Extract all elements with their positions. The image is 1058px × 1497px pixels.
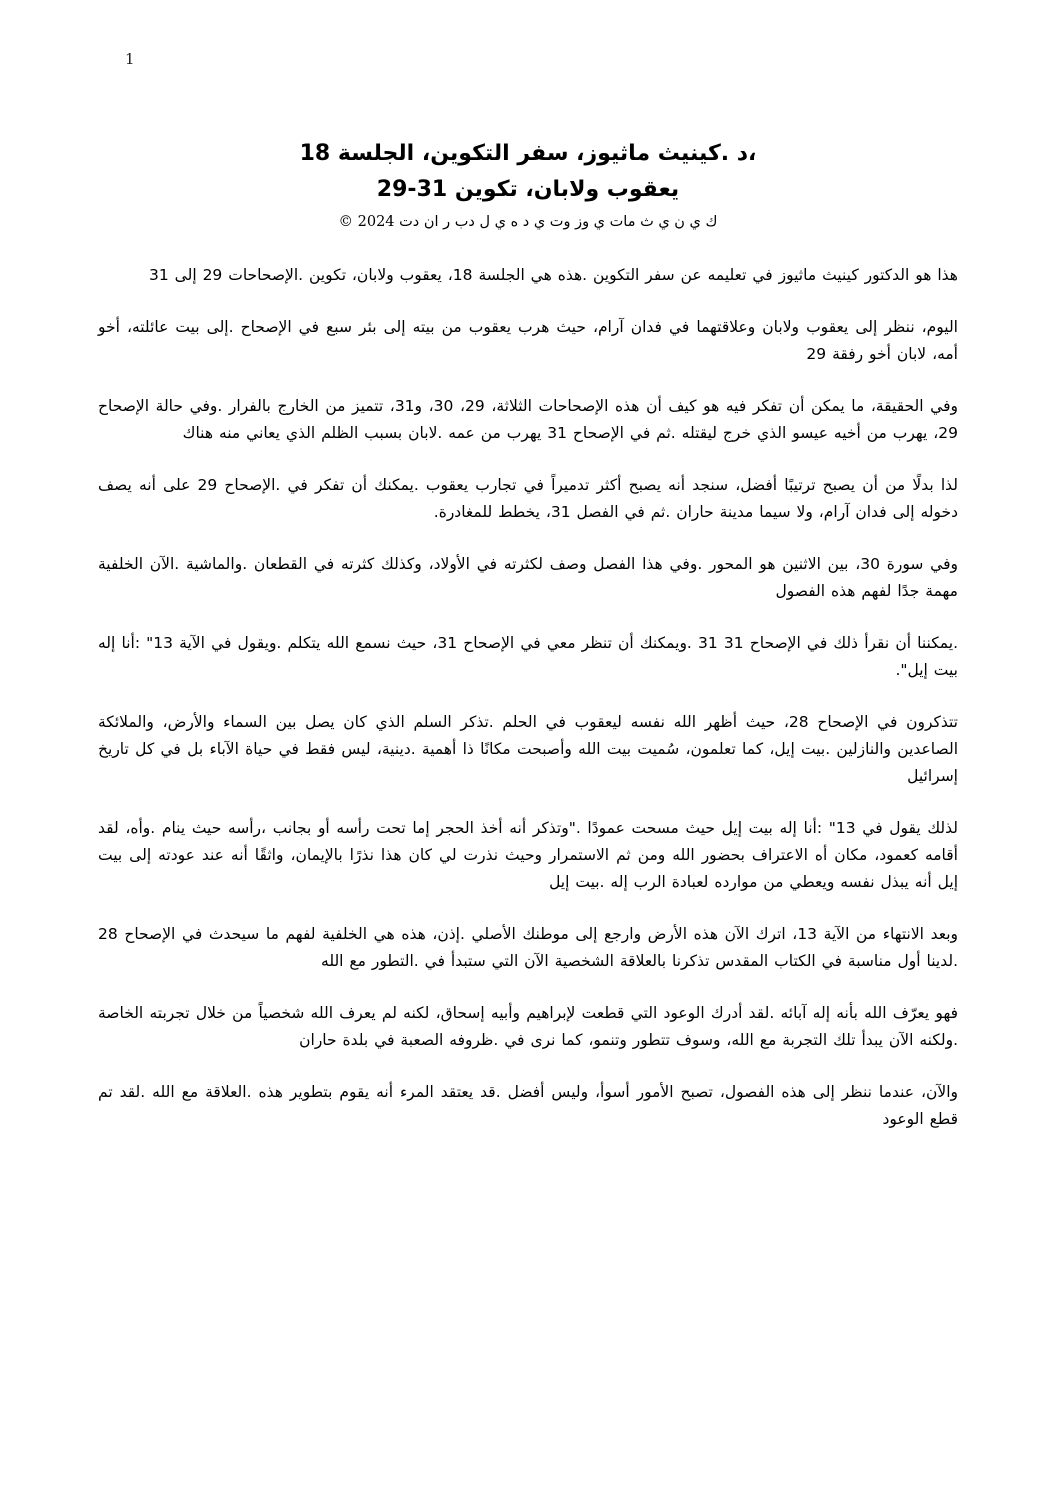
paragraph-1: هذا هو الدكتور كينيث ماثيوز في تعليمه عن سفر التكوين .هذه هي الجلسة 18، يعقوب ولابان، تكوين .الإصحاحات 29 إلى 31 (149, 266, 958, 284)
paragraph-8: لذلك يقول في 13" :أنا إله بيت إيل حيث مسحت عمودًا ."وتذكر أنه أخذ الحجر إما تحت رأسه أو بجانب ،رأسه حيث ينام .وأه، لقد أقامه كعمود، مكان أه الاعتراف بحضور الله ومن ثم الاستمرار وحيث نذرت لي كان هذا نذرًا بالإيمان، واثقًا أنه عند عودته إلى بيت إيل أنه يبذل نفسه ويعطي من موارده لعبادة الرب إله .بيت إيل (98, 819, 958, 891)
paragraph-4: لذا بدلًا من أن يصبح ترتيبًا أفضل، سنجد أنه يصبح أكثر تدميراً في تجارب يعقوب .يمكنك أن تفكر في .الإصحاح 29 على أنه يصف دخوله إلى فدان آرام، ولا سيما مدينة حاران .ثم في الفصل 31، يخطط للمغادرة. (98, 476, 958, 521)
paragraph-9: وبعد الانتهاء من الآية 13، اترك الآن هذه الأرض وارجع إلى موطنك الأصلي .إذن، هذه هي الخلفية لفهم ما سيحدث في الإصحاح 28 .لدينا أول مناسبة في الكتاب المقدس تذكرنا بالعلاقة الشخصية الآن التي ستبدأ في .التطور مع الله (98, 925, 958, 970)
paragraph-3: وفي الحقيقة، ما يمكن أن تفكر فيه هو كيف أن هذه الإصحاحات الثلاثة، 29، 30، و31، تتميز من الخارج بالفرار .وفي حالة الإصحاح 29، يهرب من أخيه عيسو الذي خرج ليقتله .ثم في الإصحاح 31 يهرب من عمه .لابان بسبب الظلم الذي يعاني منه هناك (98, 397, 958, 442)
paragraph-6: .يمكننا أن نقرأ ذلك في الإصحاح 31 31 .ويمكنك أن تنظر معي في الإصحاح 31، حيث نسمع الله يتكلم .ويقول في الآية 13" :أنا إله بيت إيل". (98, 634, 958, 679)
page-number: 1 (125, 50, 135, 68)
paragraph-11: والآن، عندما ننظر إلى هذه الفصول، تصبح الأمور أسوأ، وليس أفضل .قد يعتقد المرء أنه يقوم بتطوير هذه .العلاقة مع الله .لقد تم قطع الوعود (98, 1083, 958, 1128)
document-body (98, 262, 958, 1133)
copyright-line: ك ي ن ي ث مات ي وز وت ي د ه ي ل دب ر ان دت 2024 © (338, 214, 718, 230)
paragraph-2: اليوم، ننظر إلى يعقوب ولابان وعلاقتهما في فدان آرام، حيث هرب يعقوب من بيته إلى بئر سبع في الإصحاح .إلى بيت عائلته، أخو أمه، لابان أخو رفقة 29 (98, 318, 958, 363)
paragraph-5: وفي سورة 30، بين الاثنين هو المحور .وفي هذا الفصل وصف لكثرته في الأولاد، وكذلك كثرته في القطعان .والماشية .الآن الخلفية مهمة جدًا لفهم هذه الفصول (98, 555, 958, 600)
page-content (98, 136, 958, 1158)
title-line-1: ،د .كينيث ماثيوز، سفر التكوين، الجلسة 18 (299, 141, 757, 166)
document-title (98, 136, 958, 234)
paragraph-7: تتذكرون في الإصحاح 28، حيث أظهر الله نفسه ليعقوب في الحلم .تذكر السلم الذي كان يصل بين السماء والأرض، والملائكة الصاعدين والنازلين .بيت إيل، كما تعلمون، سُميت بيت الله وأصبحت مكانًا ذا أهمية .دينية، ليس فقط في حياة الآباء بل في كل تاريخ إسرائيل (98, 713, 959, 785)
title-line-2: يعقوب ولابان، تكوين 31-29 (376, 177, 680, 202)
paragraph-10: فهو يعرّف الله بأنه إله آبائه .لقد أدرك الوعود التي قطعت لإبراهيم وأبيه إسحاق، لكنه لم يعرف الله شخصياً من خلال تجربته الخاصة .ولكنه الآن يبدأ تلك التجربة مع الله، وسوف تتطور وتنمو، كما نرى في .ظروفه الصعبة في بلدة حاران (98, 1004, 958, 1049)
